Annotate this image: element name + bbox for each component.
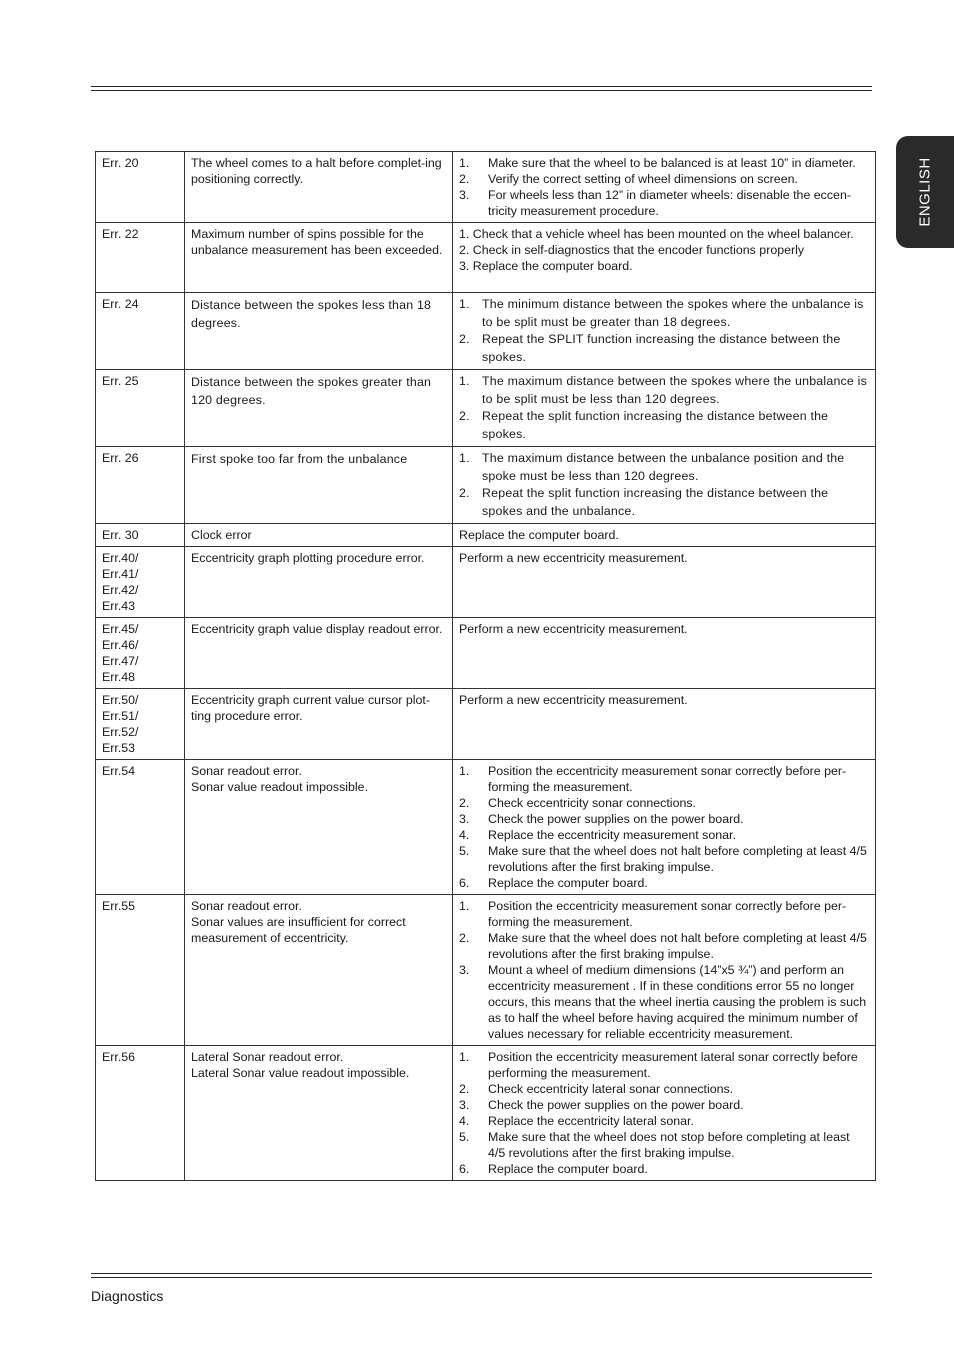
solution-step-text: Position the eccentricity measurement lateral sonar correctly before performing the measurement. — [488, 1050, 858, 1080]
solution-list — [459, 155, 869, 219]
solution-step-text: Check the power supplies on the power board. — [488, 1098, 744, 1112]
error-solution-cell — [453, 618, 876, 689]
solution-list — [459, 763, 869, 891]
error-table — [95, 151, 876, 1181]
solution-step-text: For wheels less than 12” in diameter wheels: disenable the eccen-tricity measurement procedure. — [488, 188, 851, 218]
solution-step — [459, 795, 869, 811]
error-code: Err.41/ — [102, 567, 139, 581]
language-tab — [896, 136, 954, 248]
error-code-cell — [96, 447, 185, 524]
error-description-cell — [185, 760, 453, 895]
solution-step-text: Position the eccentricity measurement sonar correctly before per-forming the measurement. — [488, 764, 847, 794]
solution-step-number: 1. — [459, 899, 470, 913]
error-description: Eccentricity graph plotting procedure error. — [191, 551, 425, 565]
error-code: Err.50/ — [102, 693, 139, 707]
solution-step-number: 1. — [459, 156, 470, 170]
error-solution-cell — [453, 760, 876, 895]
solution-step-number: 1. — [459, 764, 470, 778]
error-description: The wheel comes to a halt before complet-ing positioning correctly. — [191, 156, 442, 186]
error-code-cell — [96, 1046, 185, 1181]
error-table-body — [96, 152, 876, 1181]
error-code: Err.42/ — [102, 583, 139, 597]
solution-step — [459, 408, 869, 443]
solution-step-text: Position the eccentricity measurement sonar correctly before per-forming the measurement. — [488, 899, 847, 929]
solution-step-text: Repeat the split function increasing the distance between the spokes. — [482, 409, 829, 441]
solution-step-text: Make sure that the wheel does not halt before completing at least 4/5 revolutions after the first braking impulse. — [488, 931, 867, 961]
solution-step — [459, 296, 869, 331]
error-code: Err. 24 — [102, 297, 139, 311]
error-code: Err.56 — [102, 1050, 136, 1064]
error-description-cell — [185, 618, 453, 689]
error-solution-cell — [453, 895, 876, 1046]
error-code: Err.46/ — [102, 638, 139, 652]
solution-step — [459, 1113, 869, 1129]
solution-step — [459, 331, 869, 366]
solution-step — [459, 187, 869, 219]
solution-step-text: Replace the eccentricity measurement sonar. — [488, 828, 736, 842]
error-code: Err. 22 — [102, 227, 139, 241]
error-solution-cell — [453, 1046, 876, 1181]
error-row — [96, 223, 876, 293]
header-rule-1 — [91, 86, 872, 87]
error-description: Sonar readout error. — [191, 764, 302, 778]
error-code: Err.48 — [102, 670, 136, 684]
solution-step-number: 2. — [459, 796, 470, 810]
solution-step-text: Make sure that the wheel does not halt before completing at least 4/5 revolutions after the first braking impulse. — [488, 844, 867, 874]
error-description: Sonar values are insufficient for correct measurement of eccentricity. — [191, 915, 406, 945]
error-code: Err.53 — [102, 741, 136, 755]
solution-step — [459, 1081, 869, 1097]
error-description: Eccentricity graph value display readout error. — [191, 622, 443, 636]
error-code-cell — [96, 618, 185, 689]
solution-step — [459, 898, 869, 930]
solution-step-number: 4. — [459, 828, 470, 842]
error-code: Err. 26 — [102, 451, 139, 465]
error-description-cell — [185, 293, 453, 370]
error-code-cell — [96, 760, 185, 895]
solution-step — [459, 1129, 869, 1161]
solution-step-number: 4. — [459, 1114, 470, 1128]
error-row — [96, 370, 876, 447]
error-code: Err.52/ — [102, 725, 139, 739]
error-solution-cell — [453, 152, 876, 223]
error-description-cell — [185, 447, 453, 524]
error-description-cell — [185, 152, 453, 223]
solution-step-text: Make sure that the wheel to be balanced is at least 10” in diameter. — [488, 156, 856, 170]
error-row — [96, 895, 876, 1046]
error-code: Err.47/ — [102, 654, 139, 668]
solution-step-text: Check eccentricity lateral sonar connections. — [488, 1082, 734, 1096]
error-description-cell — [185, 223, 453, 293]
error-code: Err.40/ — [102, 551, 139, 565]
solution-step-number: 3. — [459, 963, 470, 977]
error-code: Err.43 — [102, 599, 136, 613]
solution-step-text: Make sure that the wheel does not stop before completing at least 4/5 revolutions after the first braking impulse. — [488, 1130, 850, 1160]
error-code-cell — [96, 895, 185, 1046]
error-row — [96, 293, 876, 370]
error-solution-cell — [453, 293, 876, 370]
solution-step — [459, 155, 869, 171]
solution-step-number: 5. — [459, 1130, 470, 1144]
error-row — [96, 689, 876, 760]
error-description: Eccentricity graph current value cursor plot-ting procedure error. — [191, 693, 430, 723]
solution-step: 2. Check in self-diagnostics that the encoder functions properly — [459, 243, 805, 257]
error-code: Err. 25 — [102, 374, 139, 388]
error-code-cell — [96, 524, 185, 547]
solution-text: Replace the computer board. — [459, 528, 619, 542]
solution-step-number: 2. — [459, 931, 470, 945]
solution-step-number: 3. — [459, 1098, 470, 1112]
solution-step — [459, 1097, 869, 1113]
solution-step — [459, 962, 869, 1042]
solution-step-text: Check eccentricity sonar connections. — [488, 796, 696, 810]
solution-step — [459, 811, 869, 827]
footer-rule-1 — [91, 1273, 872, 1274]
solution-step-number: 1. — [459, 451, 470, 465]
solution-step — [459, 930, 869, 962]
solution-step-text: The maximum distance between the unbalance position and the spoke must be less than 120 degrees. — [482, 451, 845, 483]
error-row — [96, 524, 876, 547]
solution-list — [459, 226, 869, 274]
solution-step-text: Mount a wheel of medium dimensions (14”x5 ¾”) and perform an eccentricity measurement . If in these conditions error 55 no longer occurs, this means that the wheel inertia causing the problem is such as to half the wheel before having acquired the minimum number of values necessary for reliable eccentricity measurement. — [488, 963, 867, 1041]
error-description: First spoke too far from the unbalance — [191, 452, 408, 466]
solution-step — [459, 485, 869, 520]
error-code-cell — [96, 223, 185, 293]
error-code-cell — [96, 689, 185, 760]
error-description: Clock error — [191, 528, 252, 542]
solution-text: Perform a new eccentricity measurement. — [459, 693, 688, 707]
solution-text: Perform a new eccentricity measurement. — [459, 551, 688, 565]
solution-step-number: 2. — [459, 172, 470, 186]
error-solution-cell — [453, 370, 876, 447]
solution-step-text: Check the power supplies on the power board. — [488, 812, 744, 826]
error-code: Err.54 — [102, 764, 136, 778]
solution-step-number: 3. — [459, 188, 470, 202]
error-description: Maximum number of spins possible for the unbalance measurement has been exceeded. — [191, 227, 443, 257]
error-description-cell — [185, 370, 453, 447]
error-row — [96, 447, 876, 524]
solution-step-text: The minimum distance between the spokes where the unbalance is to be split must be greater than 18 degrees. — [482, 297, 864, 329]
solution-step-number: 2. — [459, 332, 470, 346]
solution-step-text: Repeat the split function increasing the distance between the spokes and the unbalance. — [482, 486, 829, 518]
error-code-cell — [96, 547, 185, 618]
error-description-cell — [185, 689, 453, 760]
error-description: Lateral Sonar readout error. — [191, 1050, 344, 1064]
solution-step-number: 2. — [459, 1082, 470, 1096]
solution-step-number: 1. — [459, 297, 470, 311]
solution-step — [459, 1161, 869, 1177]
error-description-cell — [185, 1046, 453, 1181]
solution-step-number: 6. — [459, 1162, 470, 1176]
footer-section-title: Diagnostics — [91, 1288, 164, 1304]
solution-list — [459, 1049, 869, 1177]
solution-step-text: Replace the computer board. — [488, 1162, 648, 1176]
solution-step-number: 1. — [459, 374, 470, 388]
error-row — [96, 760, 876, 895]
error-solution-cell — [453, 447, 876, 524]
header-rule-2 — [91, 90, 872, 91]
error-description-cell — [185, 895, 453, 1046]
solution-list — [459, 296, 869, 366]
error-description: Sonar readout error. — [191, 899, 302, 913]
error-code: Err. 30 — [102, 528, 139, 542]
solution-step — [459, 1049, 869, 1081]
error-code: Err.55 — [102, 899, 136, 913]
solution-text: Perform a new eccentricity measurement. — [459, 622, 688, 636]
solution-step — [459, 827, 869, 843]
solution-step-text: Replace the computer board. — [488, 876, 648, 890]
solution-step-text: Replace the eccentricity lateral sonar. — [488, 1114, 694, 1128]
error-code: Err.45/ — [102, 622, 139, 636]
error-description: Distance between the spokes greater than 120 degrees. — [191, 375, 432, 407]
solution-step-text: Repeat the SPLIT function increasing the distance between the spokes. — [482, 332, 841, 364]
solution-step: 3. Replace the computer board. — [459, 259, 633, 273]
language-tab-label: ENGLISH — [916, 157, 934, 227]
solution-step: 1. Check that a vehicle wheel has been mounted on the wheel balancer. — [459, 227, 854, 241]
error-code: Err.51/ — [102, 709, 139, 723]
solution-step-text: The maximum distance between the spokes where the unbalance is to be split must be less than 120 degrees. — [482, 374, 868, 406]
solution-step — [459, 875, 869, 891]
error-description: Lateral Sonar value readout impossible. — [191, 1066, 410, 1080]
error-description: Sonar value readout impossible. — [191, 780, 369, 794]
solution-step-number: 3. — [459, 812, 470, 826]
error-code-cell — [96, 293, 185, 370]
solution-step-text: Verify the correct setting of wheel dimensions on screen. — [488, 172, 798, 186]
solution-step — [459, 763, 869, 795]
error-solution-cell — [453, 524, 876, 547]
solution-step — [459, 373, 869, 408]
error-row — [96, 1046, 876, 1181]
error-solution-cell — [453, 547, 876, 618]
error-code: Err. 20 — [102, 156, 139, 170]
error-code-cell — [96, 152, 185, 223]
solution-step-number: 1. — [459, 1050, 470, 1064]
error-description: Distance between the spokes less than 18 degrees. — [191, 298, 432, 330]
solution-step — [459, 171, 869, 187]
error-solution-cell — [453, 223, 876, 293]
solution-list — [459, 450, 869, 520]
solution-step-number: 2. — [459, 486, 470, 500]
solution-step-number: 6. — [459, 876, 470, 890]
solution-step-number: 2. — [459, 409, 470, 423]
solution-step-number: 5. — [459, 844, 470, 858]
error-solution-cell — [453, 689, 876, 760]
error-code-cell — [96, 370, 185, 447]
error-row — [96, 618, 876, 689]
solution-list — [459, 373, 869, 443]
solution-step — [459, 843, 869, 875]
footer-rule-2 — [91, 1277, 872, 1278]
error-row — [96, 152, 876, 223]
solution-list — [459, 898, 869, 1042]
error-row — [96, 547, 876, 618]
error-description-cell — [185, 547, 453, 618]
solution-step — [459, 450, 869, 485]
error-description-cell — [185, 524, 453, 547]
